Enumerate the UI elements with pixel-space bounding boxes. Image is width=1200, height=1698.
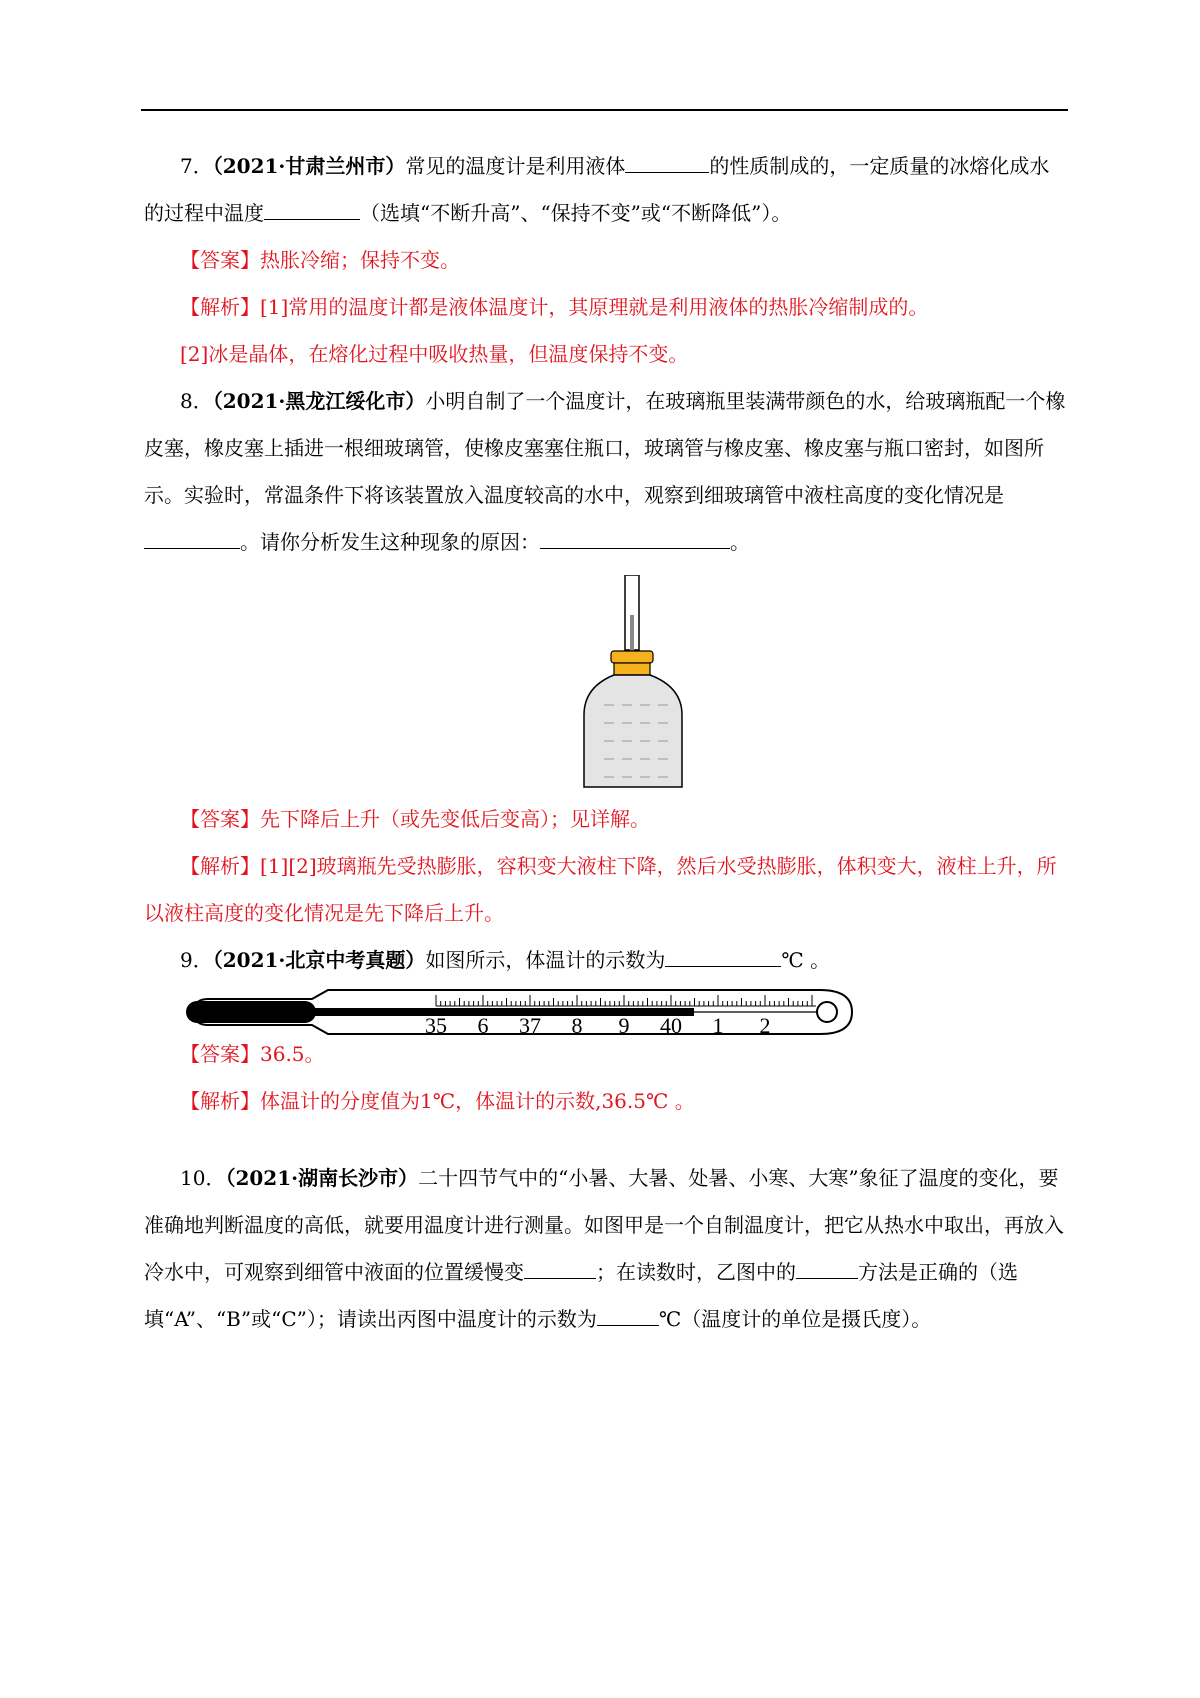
scale-label: 9 — [618, 1013, 630, 1038]
question-source: （2021·黑龙江绥化市） — [212, 389, 426, 413]
question-number: 10． — [180, 1166, 226, 1190]
analysis-8 — [144, 843, 1068, 937]
analysis-tag: 【解析】 — [180, 1089, 260, 1113]
scale-label: 6 — [477, 1013, 489, 1038]
bottle-thermometer-figure — [578, 575, 688, 790]
question-source: （2021·湖南长沙市） — [225, 1166, 419, 1190]
analysis-text: [2]冰是晶体，在熔化过程中吸收热量，但温度保持不变。 — [180, 342, 689, 366]
analysis-text: [1][2]玻璃瓶先受热膨胀，容积变大液柱下降，然后水受热膨胀，体积变大，液柱上升，所以液柱高度的变化情况是先下降后上升。 — [144, 854, 1057, 925]
answer-blank — [144, 524, 240, 549]
question-text: （选填“不断升高”、“保持不变”或“不断降低”）。 — [360, 201, 792, 225]
answer-tag: 【答案】 — [180, 248, 260, 272]
analysis-7 — [144, 284, 1068, 331]
question-number: 8． — [180, 389, 213, 413]
question-text: ；在读数时，乙图中的 — [596, 1260, 796, 1284]
answer-blank — [665, 942, 781, 967]
question-7 — [144, 143, 1068, 237]
scale-label: 37 — [519, 1013, 541, 1038]
question-text: 小明自制了一个温度计，在玻璃瓶里装满带颜色的水，给玻璃瓶配一个橡皮塞，橡皮塞上插进一根细玻璃管，使橡皮塞塞住瓶口，玻璃管与橡皮塞、橡皮塞与瓶口密封，如图所示。实验时，常温条件下将该装置放入温度较高的水中，观察到细玻璃管中液柱高度的变化情况是 — [144, 389, 1066, 507]
question-text: 。请你分析发生这种现象的原因： — [240, 530, 540, 554]
analysis-tag: 【解析】 — [180, 295, 260, 319]
answer-tag: 【答案】 — [180, 1042, 260, 1066]
answer-blank — [625, 148, 709, 173]
answer-blank — [264, 195, 360, 220]
analysis-text: 体温计的分度值为1℃，体温计的示数,36.5℃ 。 — [260, 1089, 695, 1113]
header-rule — [141, 109, 1068, 111]
answer-9 — [144, 1031, 1068, 1078]
question-text: 如图所示，体温计的示数为 — [425, 948, 666, 972]
question-text: ℃（温度计的单位是摄氏度）。 — [658, 1307, 932, 1331]
answer-text: 36.5。 — [260, 1042, 325, 1066]
answer-text: 先下降后上升（或先变低后变高）；见详解。 — [260, 807, 650, 831]
question-text: 。 — [730, 530, 750, 554]
scale-label: 40 — [660, 1013, 682, 1038]
question-text: 的性质制成的，一定质量的冰熔化成水的过程中温度 — [144, 154, 1050, 225]
answer-blank — [796, 1254, 858, 1279]
question-source: （2021·甘肃兰州市） — [212, 154, 406, 178]
analysis-7-line2 — [144, 331, 1068, 378]
answer-8 — [144, 796, 1068, 843]
question-text: 方法是正确的（选填“A”、“B”或“C”）；请读出丙图中温度计的示数为 — [144, 1260, 1018, 1331]
answer-7 — [144, 237, 1068, 284]
answer-blank — [597, 1301, 659, 1326]
answer-text: 热胀冷缩；保持不变。 — [260, 248, 460, 272]
question-9 — [144, 937, 1068, 984]
question-number: 9． — [180, 948, 213, 972]
analysis-tag: 【解析】 — [180, 854, 260, 878]
scale-label: 35 — [425, 1013, 447, 1038]
question-10 — [144, 1155, 1068, 1343]
question-text: 常见的温度计是利用液体 — [405, 154, 626, 178]
scale-label: 2 — [759, 1013, 771, 1038]
question-8 — [144, 378, 1068, 566]
question-text: ℃ 。 — [781, 948, 831, 972]
question-source: （2021·北京中考真题） — [212, 948, 426, 972]
answer-blank — [540, 524, 730, 549]
analysis-9 — [144, 1078, 1068, 1125]
scale-label: 8 — [571, 1013, 583, 1038]
question-text: 二十四节气中的“小暑、大暑、处暑、小寒、大寒”象征了温度的变化，要准确地判断温度的高低，就要用温度计进行测量。如图甲是一个自制温度计，把它从热水中取出，再放入冷水中，可观察到细管中液面的位置缓慢变 — [144, 1166, 1064, 1284]
answer-blank — [524, 1254, 596, 1279]
question-number: 7． — [180, 154, 213, 178]
analysis-text: [1]常用的温度计都是液体温度计，其原理就是利用液体的热胀冷缩制成的。 — [260, 295, 929, 319]
answer-tag: 【答案】 — [180, 807, 260, 831]
scale-label: 1 — [712, 1013, 724, 1038]
